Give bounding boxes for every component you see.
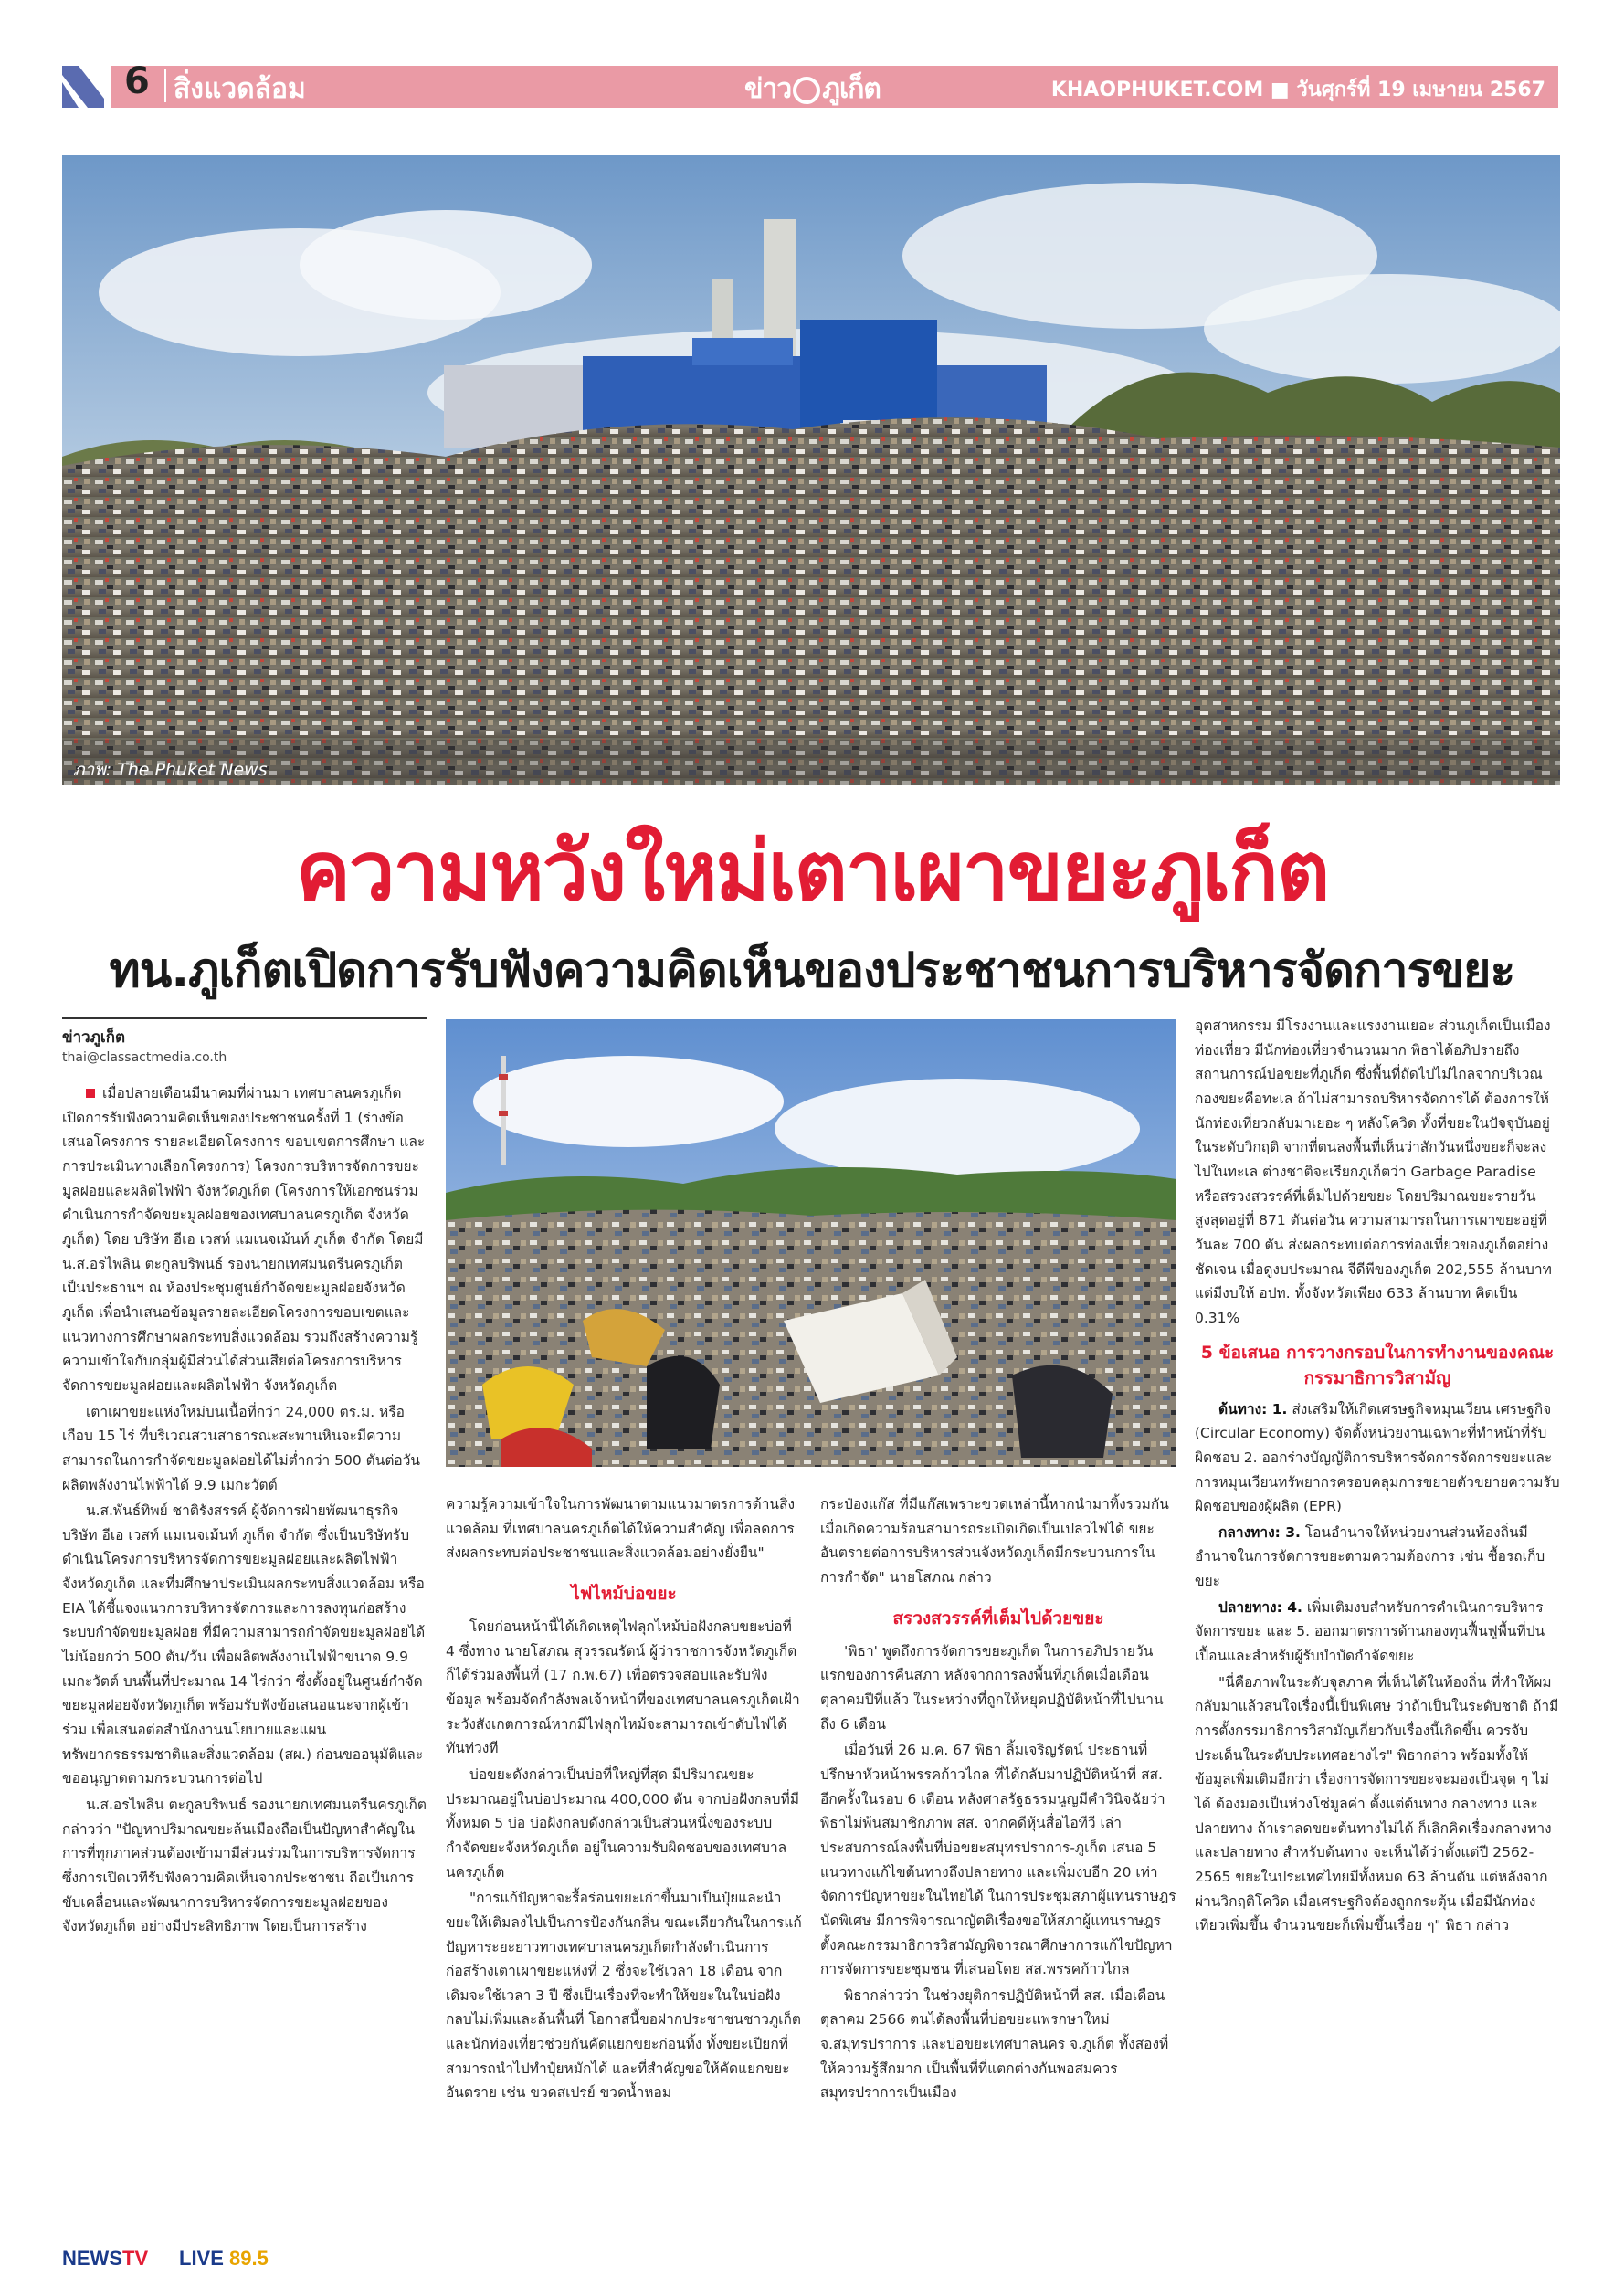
site-and-date: KHAOPHUKET.COM ■ วันศุกร์ที่ 19 เมษายน 2567 [1050, 79, 1545, 101]
news-tv-logo: NEWSTV [62, 2247, 149, 2270]
headline: ความหวังใหม่เตาเผาขยะภูเก็ต [295, 824, 1329, 920]
subheadline: ทน.ภูเก็ตเปิดการรับฟังความคิดเห็นของประชาชนการบริหารจัดการขยะ [109, 943, 1515, 998]
masthead-right: ภูเก็ต [822, 73, 881, 105]
byline-author: ข่าวภูเก็ต [62, 1028, 126, 1047]
article-paragraph: เมื่อวันที่ 26 ม.ค. 67 พิธา ลิ้มเจริญรัตน์ ประธานที่ปรึกษาหัวหน้าพรรคก้าวไกล ที่ได้กลับมาปฏิบัติหน้าที่ สส. อีกครั้งในรอบ 6 เดือน หลังศาลรัฐธรรมนูญมีคำวินิจฉัยว่าพิธาไม่พ้นสมาชิกภาพ สส. จากคดีหุ้นสื่อไอทีวี เล่าประสบการณ์ลงพื้นที่บ่อขยะสมุทรปราการ-ภูเก็ต เสนอ 5 แนวทางแก้ไขต้นทางถึงปลายทาง และเพิ่มงบอีก 20 เท่า จัดการปัญหาขยะในไทยได้ ในการประชุมสภาผู้แทนราษฎรนัดพิเศษ มีการพิจารณาญัตติเรื่องขอให้สภาผู้แทนราษฎรตั้งคณะกรรมาธิการวิสามัญพิจารณาศึกษาการแก้ไขปัญหาการจัดการขยะชุมชน ที่เสนอโดย สส.พรรคก้าวไกล [820, 1742, 1176, 1978]
section-heading-garbage-paradise: สรวงสวรรค์ที่เต็มไปด้วยขยะ [892, 1607, 1104, 1628]
byline-rule [62, 1017, 427, 1019]
proposal-item: ปลายทาง: 4. เพิ่มเติมงบสำหรับการดำเนินการบริหารจัดการขยะ และ 5. ออกมาตรการด้านกองทุนฟื้นฟูพื้นที่ปนเปื้อนและสำหรับผู้รับบำบัดกำจัดขยะ [1195, 1598, 1545, 1665]
article-paragraph: "นี่คือภาพในระดับจุลภาค ที่เห็นได้ในท้องถิ่น ที่ทำให้ผมกลับมาแล้วสนใจเรื่องนี้เป็นพิเศษ ว่าถ้าเป็นในระดับชาติ ถ้ามีการตั้งกรรมาธิการวิสามัญเกี่ยวกับเรื่องนี้เกิดขึ้น ควรจับประเด็นในระดับประเทศอย่างไร" พิธากล่าว พร้อมทั้งให้ข้อมูลเพิ่มเติมอีกว่า เรื่องการจัดการขยะจะมองเป็นจุด ๆ ไม่ได้ ต้องมองเป็นห่วงโซ่มูลค่า ตั้งแต่ต้นทาง กลางทาง และปลายทาง ถ้าเราลดขยะต้นทางไม่ได้ ก็เลิกคิดเรื่องกลางทางและปลายทาง สำหรับต้นทาง จะเห็นได้ว่าตั้งแต่ปี 2562-2565 ขยะในประเทศไทยมีทั้งหมด 63 ล้านตัน แต่หลังจากผ่านวิกฤติโควิด เมื่อเศรษฐกิจต้องถูกกระตุ้น เมื่อมีนักท่องเที่ยวเพิ่มขึ้น จำนวนขยะก็เพิ่มขึ้นเรื่อย ๆ" พิธา กล่าว [1195, 1673, 1559, 1934]
proposal-item: กลางทาง: 3. โอนอำนาจให้หน่วยงานส่วนท้องถิ่นมีอำนาจในการจัดการขยะตามความต้องการ เช่น ซื้อรถเก็บขยะ [1195, 1523, 1545, 1590]
masthead-left: ข่าว [744, 73, 792, 105]
masthead-logo [744, 68, 881, 111]
article-paragraph: เตาเผาขยะแห่งใหม่บนเนื้อที่กว่า 24,000 ตร.ม. หรือเกือบ 15 ไร่ ที่บริเวณสวนสาธารณะสะพานหินจะมีความสามารถในการกำจัดขยะมูลฝอยได้ไม่ต่ำกว่า 500 ตันต่อวัน ผลิตพลังงานไฟฟ้าได้ 9.9 เมกะวัตต์ [62, 1403, 421, 1493]
article-column-1 [62, 1081, 427, 1941]
section-title: สิ่งแวดล้อม [174, 73, 306, 105]
article-paragraph: อุตสาหกรรม มีโรงงานและแรงงานเยอะ ส่วนภูเก็ตเป็นเมืองท่องเที่ยว มีนักท่องเที่ยวจำนวนมาก พิธาได้อภิปรายถึงสถานการณ์บ่อขยะที่ภูเก็ต ซึ่งพื้นที่ถัดไปไม่ไกลจากบริเวณกองขยะคือทะเล ถ้าไม่สามารถบริหารจัดการได้ ต้องการให้นักท่องเที่ยวกลับมาเยอะ ๆ หลังโควิด ทั้งที่ขยะในปัจจุบันอยู่ในระดับวิกฤติ จากที่ตนลงพื้นที่เห็นว่าสักวันหนึ่งขยะก็จะลงไปในทะเล ต่างชาติจะเรียกภูเก็ตว่า Garbage Paradise หรือสรวงสวรรค์ที่เต็มไปด้วยขยะ โดยปริมาณขยะรายวันสูงสุดอยู่ที่ 871 ตันต่อวัน ความสามารถในการเผาขยะอยู่ที่วันละ 700 ตัน ส่งผลกระทบต่อการท่องเที่ยวของภูเก็ตอย่างชัดเจน เมื่อดูงบประมาณ จีดีพีของภูเก็ต 202,555 ล้านบาท แต่มีงบให้ อปท. ทั้งจังหวัดเพียง 633 ล้านบาท คิดเป็น 0.31% [1195, 1017, 1552, 1326]
article-column-4 [1195, 1014, 1560, 1940]
proposals-heading: 5 ข้อเสนอ การวางกรอบในการทำงานของคณะกรรมาธิการวิสามัญ [1200, 1342, 1555, 1389]
article-paragraph: กระป๋องแก๊ส ที่มีแก๊สเพราะขวดเหล่านี้หากนำมาทิ้งรวมกันเมื่อเกิดความร้อนสามารถระเบิดเกิดเป็นเปลวไฟได้ ขยะอันตรายต่อการบริหารส่วนจังหวัดภูเก็ตมีกระบวนการในการกำจัด" นายโสภณ กล่าว [820, 1496, 1169, 1586]
section-heading-fire: ไฟไหม้บ่อขยะ [571, 1583, 677, 1604]
paragraph-bullet-icon [86, 1089, 95, 1098]
article-paragraph: น.ส.อรไพลิน ตะกูลบริพนธ์ รองนายกเทศมนตรีนครภูเก็ต กล่าวว่า "ปัญหาปริมาณขยะล้นเมืองถือเป็นปัญหาสำคัญในการที่ทุกภาคส่วนต้องเข้ามามีส่วนร่วมในการบริหารจัดการ ซึ่งการเปิดเวทีรับฟังความคิดเห็นจากประชาชน ถือเป็นการขับเคลื่อนและพัฒนาการบริหารจัดการขยะมูลฝอยของจังหวัดภูเก็ต อย่างมีประสิทธิภาพ โดยเป็นการสร้าง [62, 1797, 427, 1935]
article-paragraph: เมื่อปลายเดือนมีนาคมที่ผ่านมา เทศบาลนครภูเก็ต เปิดการรับฟังความคิดเห็นของประชาชนครั้งที่ 1 (ร่างข้อเสนอโครงการ รายละเอียดโครงการ ขอบเขตการศึกษา และการประเมินทางเลือกโครงการ) โครงการบริหารจัดการขยะมูลฝอยและผลิตไฟฟ้า จังหวัดภูเก็ต (โครงการให้เอกชนร่วมดำเนินการกำจัดขยะมูลฝอยของเทศบาลนครภูเก็ต จังหวัดภูเก็ต) โดย บริษัท อีเอ เวสท์ แมเนจเม้นท์ ภูเก็ต จำกัด โดยมี น.ส.อรไพลิน ตะกูลบริพนธ์ รองนายกเทศมนตรีนครภูเก็ต เป็นประธานฯ ณ ห้องประชุมศูนย์กำจัดขยะมูลฝอยจังหวัดภูเก็ต เพื่อนำเสนอข้อมูลรายละเอียดโครงการขอบเขตและแนวทางการศึกษาผลกระทบสิ่งแวดล้อม รวมถึงสร้างความรู้ความเข้าใจกับกลุ่มผู้มีส่วนได้ส่วนเสียต่อโครงการบริหารจัดการขยะมูลฝอยและผลิตไฟฟ้า จังหวัดภูเก็ต [62, 1085, 426, 1394]
article-paragraph: โดยก่อนหน้านี้ได้เกิดเหตุไฟลุกไหม้บ่อฝังกลบขยะบ่อที่ 4 ซึ่งทาง นายโสภณ สุวรรณรัตน์ ผู้ว่าราชการจังหวัดภูเก็ต ก็ได้ร่วมลงพื้นที่ (17 ก.พ.67) เพื่อตรวจสอบและรับฟังข้อมูล พร้อมจัดกำลังพลเจ้าหน้าที่ของเทศบาลนครภูเก็ตเฝ้าระวังสังเกตการณ์หากมีไฟลุกไหม้จะสามารถเข้าดับไฟได้ทันท่วงที [446, 1618, 800, 1757]
article-paragraph: พิธากล่าวว่า ในช่วงยุติการปฏิบัติหน้าที่ สส. เมื่อเดือนตุลาคม 2566 ตนได้ลงพื้นที่บ่อขยะแพรกษาใหม่ จ.สมุทรปราการ และบ่อขยะเทศบาลนคร จ.ภูเก็ต ทั้งสองที่ให้ความรู้สึกมาก เป็นพื้นที่ที่แตกต่างกันพอสมควร สมุทรปราการเป็นเมือง [820, 1987, 1169, 2102]
byline-email: thai@classactmedia.co.th [62, 1050, 227, 1065]
sun-icon [793, 77, 820, 104]
article-paragraph: บ่อขยะดังกล่าวเป็นบ่อที่ใหญ่ที่สุด มีปริมาณขยะประมาณอยู่ในบ่อประมาณ 400,000 ตัน จากบ่อฝังกลบที่มีทั้งหมด 5 บ่อ บ่อฝังกลบดังกล่าวเป็นส่วนหนึ่งของระบบกำจัดขยะจังหวัดภูเก็ต อยู่ในความรับผิดชอบของเทศบาลนครภูเก็ต [446, 1765, 799, 1881]
masthead-corner-logo [60, 62, 108, 110]
article-paragraph: 'พิธา' พูดถึงการจัดการขยะภูเก็ต ในการอภิปรายวันแรกของการคืนสภา หลังจากการลงพื้นที่ภูเก็ตเมื่อเดือนตุลาคมปีที่แล้ว ในระหว่างที่ถูกให้หยุดปฏิบัติหน้าที่ไปนานถึง 6 เดือน [820, 1642, 1164, 1733]
article-paragraph: น.ส.พันธ์ทิพย์ ชาติรังสรรค์ ผู้จัดการฝ่ายพัฒนาธุรกิจ บริษัท อีเอ เวสท์ แมเนจเม้นท์ ภูเก็ต จำกัด ซึ่งเป็นบริษัทรับดำเนินโครงการบริหารจัดการขยะมูลฝอยและผลิตไฟฟ้า จังหวัดภูเก็ต และที่มศึกษาประเมินผลกระทบสิ่งแวดล้อม หรือ EIA ได้ชี้แจงแนวการบริหารจัดการและการลงทุนก่อสร้างระบบกำจัดขยะมูลฝอย ที่มีความสามารถกำจัดขยะมูลฝอยได้ไม่น้อยกว่า 500 ตัน/วัน เพื่อผลิตพลังงานไฟฟ้าขนาด 9.9 เมกะวัตต์ บนพื้นที่ประมาณ 14 ไร่กว่า ซึ่งตั้งอยู่ในศูนย์กำจัดขยะมูลฝอยจังหวัดภูเก็ต พร้อมรับฟังข้อเสนอแนะจากผู้เข้าร่วม เพื่อเสนอต่อสำนักงานนโยบายและแผนทรัพยากรธรรมชาติและสิ่งแวดล้อม (สผ.) ก่อนขออนุมัติและขออนุญาตตามกระบวนการต่อไป [62, 1502, 426, 1787]
proposal-item: ต้นทาง: 1. ส่งเสริมให้เกิดเศรษฐกิจหมุนเวียน เศรษฐกิจ (Circular Economy) จัดตั้งหน่วยงานเฉพาะที่ทำหน้าที่รับผิดชอบ 2. ออกร่างบัญญัติการบริหารจัดการจัดการขยะและการหมุนเวียนทรัพยากรครอบคลุมการขยายตัวขยายความรับผิดชอบของผู้ผลิต (EPR) [1195, 1400, 1560, 1515]
article-paragraph: "การแก้ปัญหาจะรื้อร่อนขยะเก่าขึ้นมาเป็นปุ๋ยและนำขยะให้เติมลงไปเป็นการป้องกันกลิ่น ขณะเดียวกันในการแก้ปัญหาระยะยาวทางเทศบาลนครภูเก็ตกำลังดำเนินการก่อสร้างเตาเผาขยะแห่งที่ 2 ซึ่งจะใช้เวลา 18 เดือน จากเดิมจะใช้เวลา 3 ปี ซึ่งเป็นเรื่องที่จะทำให้ขยะในในบ่อฝังกลบไม่เพิ่มและล้นพื้นที่ โอกาสนี้ขอฝากประชาชนชาวภูเก็ตและนักท่องเที่ยวช่วยกันคัดแยกขยะก่อนทิ้ง ทั้งขยะเปียกที่สามารถนำไปทำปุ๋ยหมักได้ และที่สำคัญขอให้คัดแยกขยะอันตราย เช่น ขวดสเปรย์ ขวดน้ำหอม [446, 1890, 802, 2102]
article-column-3 [820, 1492, 1176, 2107]
article-column-2 [446, 1492, 802, 2107]
page-number: 6 [124, 60, 150, 102]
article-paragraph: ความรู้ความเข้าใจในการพัฒนาตามแนวมาตรการด้านสิ่งแวดล้อม ที่เทศบาลนครภูเก็ตได้ให้ความสำคัญ เพื่อลดการส่งผลกระทบต่อประชาชนและสิ่งแวดล้อมอย่างยั่งยืน" [446, 1496, 796, 1562]
landfill-photo [446, 1019, 1176, 1467]
live-radio-logo: LIVE 89.5 [179, 2247, 269, 2270]
header-divider [164, 69, 166, 102]
photo-credit: ภาพ: The Phuket News [73, 760, 268, 780]
hero-photo [62, 155, 1560, 785]
